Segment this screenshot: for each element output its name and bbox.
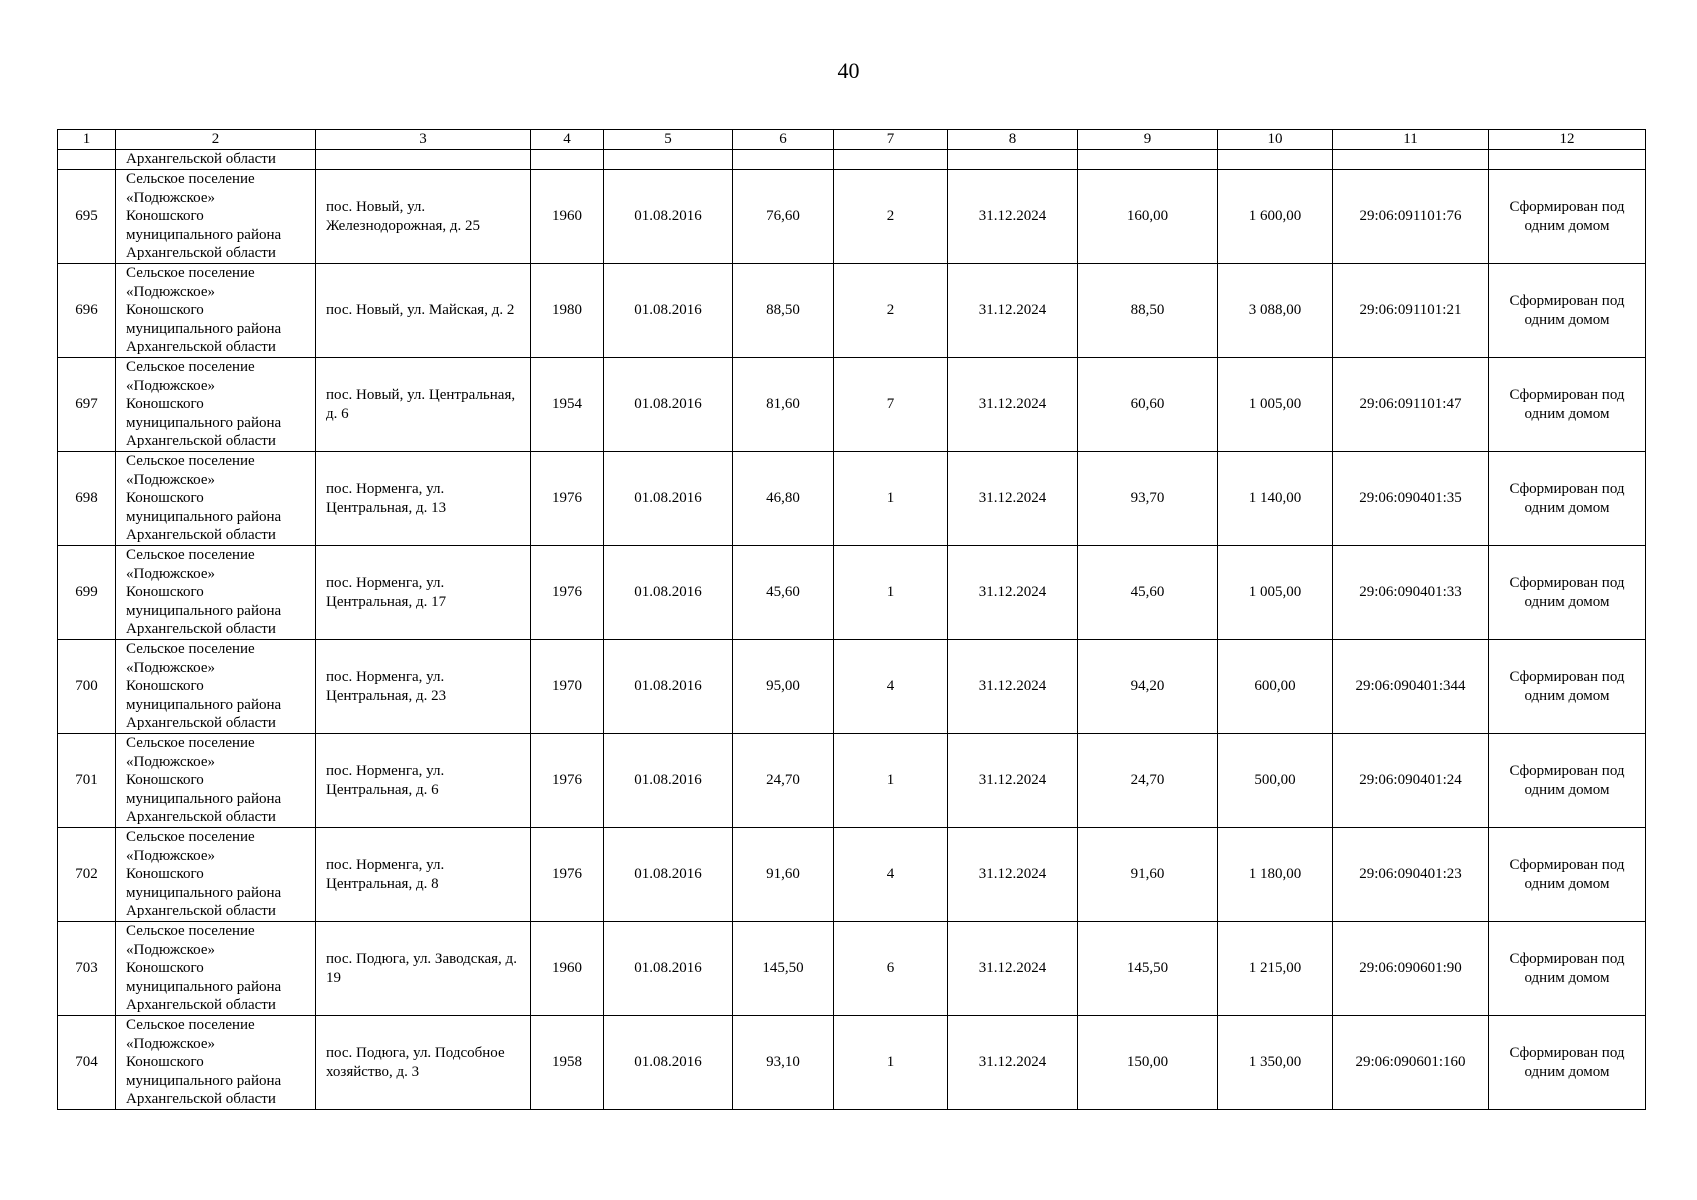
deadline-cell: 31.12.2024 xyxy=(948,828,1078,922)
table-row xyxy=(58,828,1646,922)
residents-cell: 4 xyxy=(834,640,948,734)
note-cell: Сформирован под одним домом xyxy=(1489,358,1646,452)
owner-cell xyxy=(116,546,316,640)
owner-line: Архангельской области xyxy=(126,621,276,638)
owner-cell xyxy=(116,828,316,922)
year-cell: 1976 xyxy=(531,452,604,546)
column-number: 8 xyxy=(948,130,1078,150)
area-cell: 24,70 xyxy=(733,734,834,828)
address-cell: пос. Норменга, ул. Центральная, д. 6 xyxy=(316,734,531,828)
page-number: 40 xyxy=(837,58,860,83)
area-cell: 45,60 xyxy=(733,546,834,640)
area2-cell: 93,70 xyxy=(1078,452,1218,546)
owner-line: Сельское поселение xyxy=(126,453,255,470)
owner-line: «Подюжское» xyxy=(126,283,215,300)
date-cell: 01.08.2016 xyxy=(604,452,733,546)
column-number: 2 xyxy=(116,130,316,150)
carry-over-owner: Архангельской области xyxy=(116,150,316,170)
owner-line: муниципального района xyxy=(126,790,282,807)
owner-line: Коношского xyxy=(126,208,204,225)
table-row xyxy=(58,358,1646,452)
column-number: 1 xyxy=(58,130,116,150)
date-cell: 01.08.2016 xyxy=(604,640,733,734)
row-number: 702 xyxy=(58,828,116,922)
date-cell: 01.08.2016 xyxy=(604,264,733,358)
column-number: 4 xyxy=(531,130,604,150)
deadline-cell: 31.12.2024 xyxy=(948,922,1078,1016)
table-row xyxy=(58,546,1646,640)
deadline-cell: 31.12.2024 xyxy=(948,452,1078,546)
owner-line: Архангельской области xyxy=(126,997,276,1014)
owner-line: Коношского xyxy=(126,866,204,883)
cadastral-number-cell: 29:06:091101:21 xyxy=(1333,264,1489,358)
owner-line: Архангельской области xyxy=(126,903,276,920)
deadline-cell: 31.12.2024 xyxy=(948,640,1078,734)
address-cell: пос. Новый, ул. Майская, д. 2 xyxy=(316,264,531,358)
land-area-cell: 600,00 xyxy=(1218,640,1333,734)
area2-cell: 88,50 xyxy=(1078,264,1218,358)
area-cell: 93,10 xyxy=(733,1016,834,1110)
deadline-cell: 31.12.2024 xyxy=(948,264,1078,358)
owner-line: муниципального района xyxy=(126,320,282,337)
owner-cell xyxy=(116,922,316,1016)
owner-line: Коношского xyxy=(126,490,204,507)
owner-line: Сельское поселение xyxy=(126,547,255,564)
owner-line: «Подюжское» xyxy=(126,753,215,770)
owner-cell xyxy=(116,1016,316,1110)
row-number: 700 xyxy=(58,640,116,734)
year-cell: 1960 xyxy=(531,922,604,1016)
date-cell: 01.08.2016 xyxy=(604,358,733,452)
year-cell: 1970 xyxy=(531,640,604,734)
note-cell: Сформирован под одним домом xyxy=(1489,828,1646,922)
date-cell: 01.08.2016 xyxy=(604,1016,733,1110)
area2-cell: 150,00 xyxy=(1078,1016,1218,1110)
date-cell: 01.08.2016 xyxy=(604,546,733,640)
owner-line: Сельское поселение xyxy=(126,359,255,376)
owner-line: муниципального района xyxy=(126,226,282,243)
owner-cell xyxy=(116,452,316,546)
area2-cell: 45,60 xyxy=(1078,546,1218,640)
owner-line: Коношского xyxy=(126,678,204,695)
carry-over-cell xyxy=(316,150,531,170)
owner-line: муниципального района xyxy=(126,602,282,619)
column-number: 6 xyxy=(733,130,834,150)
carry-over-cell xyxy=(58,150,116,170)
owner-line: Сельское поселение xyxy=(126,923,255,940)
year-cell: 1976 xyxy=(531,828,604,922)
carry-over-row xyxy=(58,150,1646,170)
cadastral-number-cell: 29:06:090401:23 xyxy=(1333,828,1489,922)
address-cell: пос. Норменга, ул. Центральная, д. 17 xyxy=(316,546,531,640)
table-row xyxy=(58,452,1646,546)
owner-line: «Подюжское» xyxy=(126,377,215,394)
land-area-cell: 1 600,00 xyxy=(1218,170,1333,264)
cadastral-number-cell: 29:06:090601:90 xyxy=(1333,922,1489,1016)
address-cell: пос. Подюга, ул. Заводская, д. 19 xyxy=(316,922,531,1016)
owner-line: Архангельской области xyxy=(126,527,276,544)
carry-over-cell xyxy=(834,150,948,170)
area2-cell: 160,00 xyxy=(1078,170,1218,264)
note-cell: Сформирован под одним домом xyxy=(1489,734,1646,828)
land-area-cell: 1 215,00 xyxy=(1218,922,1333,1016)
owner-cell xyxy=(116,358,316,452)
owner-line: Архангельской области xyxy=(126,245,276,262)
area-cell: 81,60 xyxy=(733,358,834,452)
area-cell: 76,60 xyxy=(733,170,834,264)
owner-line: Сельское поселение xyxy=(126,265,255,282)
column-number: 5 xyxy=(604,130,733,150)
year-cell: 1960 xyxy=(531,170,604,264)
column-number: 3 xyxy=(316,130,531,150)
note-cell: Сформирован под одним домом xyxy=(1489,640,1646,734)
table-row xyxy=(58,1016,1646,1110)
date-cell: 01.08.2016 xyxy=(604,170,733,264)
area2-cell: 91,60 xyxy=(1078,828,1218,922)
year-cell: 1976 xyxy=(531,546,604,640)
note-cell: Сформирован под одним домом xyxy=(1489,1016,1646,1110)
land-area-cell: 1 005,00 xyxy=(1218,358,1333,452)
registry-table xyxy=(57,129,1646,1110)
area-cell: 46,80 xyxy=(733,452,834,546)
cadastral-number-cell: 29:06:091101:47 xyxy=(1333,358,1489,452)
owner-line: муниципального района xyxy=(126,508,282,525)
date-cell: 01.08.2016 xyxy=(604,922,733,1016)
table-row xyxy=(58,640,1646,734)
owner-line: Коношского xyxy=(126,584,204,601)
note-cell: Сформирован под одним домом xyxy=(1489,922,1646,1016)
area2-cell: 24,70 xyxy=(1078,734,1218,828)
year-cell: 1954 xyxy=(531,358,604,452)
column-number-row xyxy=(58,130,1646,150)
owner-line: «Подюжское» xyxy=(126,565,215,582)
table-row xyxy=(58,264,1646,358)
carry-over-cell xyxy=(1218,150,1333,170)
row-number: 701 xyxy=(58,734,116,828)
column-number: 12 xyxy=(1489,130,1646,150)
owner-line: «Подюжское» xyxy=(126,941,215,958)
owner-cell xyxy=(116,170,316,264)
year-cell: 1958 xyxy=(531,1016,604,1110)
owner-line: муниципального района xyxy=(126,696,282,713)
date-cell: 01.08.2016 xyxy=(604,828,733,922)
land-area-cell: 1 140,00 xyxy=(1218,452,1333,546)
table-row xyxy=(58,922,1646,1016)
residents-cell: 2 xyxy=(834,170,948,264)
cadastral-number-cell: 29:06:090401:33 xyxy=(1333,546,1489,640)
address-cell: пос. Норменга, ул. Центральная, д. 13 xyxy=(316,452,531,546)
owner-line: Сельское поселение xyxy=(126,171,255,188)
residents-cell: 6 xyxy=(834,922,948,1016)
owner-line: Архангельской области xyxy=(126,339,276,356)
carry-over-cell xyxy=(531,150,604,170)
year-cell: 1976 xyxy=(531,734,604,828)
address-cell: пос. Норменга, ул. Центральная, д. 23 xyxy=(316,640,531,734)
cadastral-number-cell: 29:06:090401:35 xyxy=(1333,452,1489,546)
residents-cell: 1 xyxy=(834,452,948,546)
residents-cell: 1 xyxy=(834,546,948,640)
column-number: 9 xyxy=(1078,130,1218,150)
address-cell: пос. Новый, ул. Центральная, д. 6 xyxy=(316,358,531,452)
area2-cell: 94,20 xyxy=(1078,640,1218,734)
year-cell: 1980 xyxy=(531,264,604,358)
residents-cell: 1 xyxy=(834,734,948,828)
cadastral-number-cell: 29:06:090401:24 xyxy=(1333,734,1489,828)
owner-cell xyxy=(116,640,316,734)
cadastral-number-cell: 29:06:091101:76 xyxy=(1333,170,1489,264)
carry-over-cell xyxy=(1489,150,1646,170)
land-area-cell: 3 088,00 xyxy=(1218,264,1333,358)
table-row xyxy=(58,170,1646,264)
residents-cell: 7 xyxy=(834,358,948,452)
owner-line: Коношского xyxy=(126,960,204,977)
deadline-cell: 31.12.2024 xyxy=(948,170,1078,264)
area2-cell: 145,50 xyxy=(1078,922,1218,1016)
date-cell: 01.08.2016 xyxy=(604,734,733,828)
owner-line: муниципального района xyxy=(126,1072,282,1089)
carry-over-cell xyxy=(1333,150,1489,170)
address-cell: пос. Подюга, ул. Подсобное хозяйство, д. 3 xyxy=(316,1016,531,1110)
row-number: 697 xyxy=(58,358,116,452)
carry-over-cell xyxy=(948,150,1078,170)
address-cell: пос. Норменга, ул. Центральная, д. 8 xyxy=(316,828,531,922)
owner-line: Коношского xyxy=(126,302,204,319)
cadastral-number-cell: 29:06:090601:160 xyxy=(1333,1016,1489,1110)
note-cell: Сформирован под одним домом xyxy=(1489,170,1646,264)
owner-line: Сельское поселение xyxy=(126,641,255,658)
note-cell: Сформирован под одним домом xyxy=(1489,546,1646,640)
owner-line: Архангельской области xyxy=(126,433,276,450)
row-number: 698 xyxy=(58,452,116,546)
row-number: 695 xyxy=(58,170,116,264)
deadline-cell: 31.12.2024 xyxy=(948,546,1078,640)
row-number: 704 xyxy=(58,1016,116,1110)
owner-cell xyxy=(116,734,316,828)
owner-line: Коношского xyxy=(126,772,204,789)
owner-line: Коношского xyxy=(126,1054,204,1071)
land-area-cell: 1 005,00 xyxy=(1218,546,1333,640)
area-cell: 95,00 xyxy=(733,640,834,734)
land-area-cell: 500,00 xyxy=(1218,734,1333,828)
owner-line: «Подюжское» xyxy=(126,847,215,864)
owner-line: Архангельской области xyxy=(126,809,276,826)
area-cell: 91,60 xyxy=(733,828,834,922)
row-number: 699 xyxy=(58,546,116,640)
note-cell: Сформирован под одним домом xyxy=(1489,264,1646,358)
residents-cell: 4 xyxy=(834,828,948,922)
land-area-cell: 1 350,00 xyxy=(1218,1016,1333,1110)
owner-line: Коношского xyxy=(126,396,204,413)
deadline-cell: 31.12.2024 xyxy=(948,358,1078,452)
owner-line: Сельское поселение xyxy=(126,735,255,752)
owner-line: «Подюжское» xyxy=(126,1035,215,1052)
owner-line: Сельское поселение xyxy=(126,829,255,846)
owner-line: Архангельской области xyxy=(126,715,276,732)
column-number: 10 xyxy=(1218,130,1333,150)
owner-line: «Подюжское» xyxy=(126,659,215,676)
owner-line: муниципального района xyxy=(126,884,282,901)
owner-line: «Подюжское» xyxy=(126,471,215,488)
column-number: 7 xyxy=(834,130,948,150)
area2-cell: 60,60 xyxy=(1078,358,1218,452)
area-cell: 88,50 xyxy=(733,264,834,358)
table-row xyxy=(58,734,1646,828)
note-cell: Сформирован под одним домом xyxy=(1489,452,1646,546)
row-number: 696 xyxy=(58,264,116,358)
row-number: 703 xyxy=(58,922,116,1016)
deadline-cell: 31.12.2024 xyxy=(948,1016,1078,1110)
carry-over-cell xyxy=(1078,150,1218,170)
owner-line: Сельское поселение xyxy=(126,1017,255,1034)
owner-line: Архангельской области xyxy=(126,1091,276,1108)
land-area-cell: 1 180,00 xyxy=(1218,828,1333,922)
owner-line: «Подюжское» xyxy=(126,189,215,206)
owner-line: муниципального района xyxy=(126,978,282,995)
residents-cell: 1 xyxy=(834,1016,948,1110)
carry-over-cell xyxy=(604,150,733,170)
address-cell: пос. Новый, ул. Железнодорожная, д. 25 xyxy=(316,170,531,264)
owner-cell xyxy=(116,264,316,358)
deadline-cell: 31.12.2024 xyxy=(948,734,1078,828)
cadastral-number-cell: 29:06:090401:344 xyxy=(1333,640,1489,734)
owner-line: муниципального района xyxy=(126,414,282,431)
column-number: 11 xyxy=(1333,130,1489,150)
residents-cell: 2 xyxy=(834,264,948,358)
area-cell: 145,50 xyxy=(733,922,834,1016)
carry-over-cell xyxy=(733,150,834,170)
